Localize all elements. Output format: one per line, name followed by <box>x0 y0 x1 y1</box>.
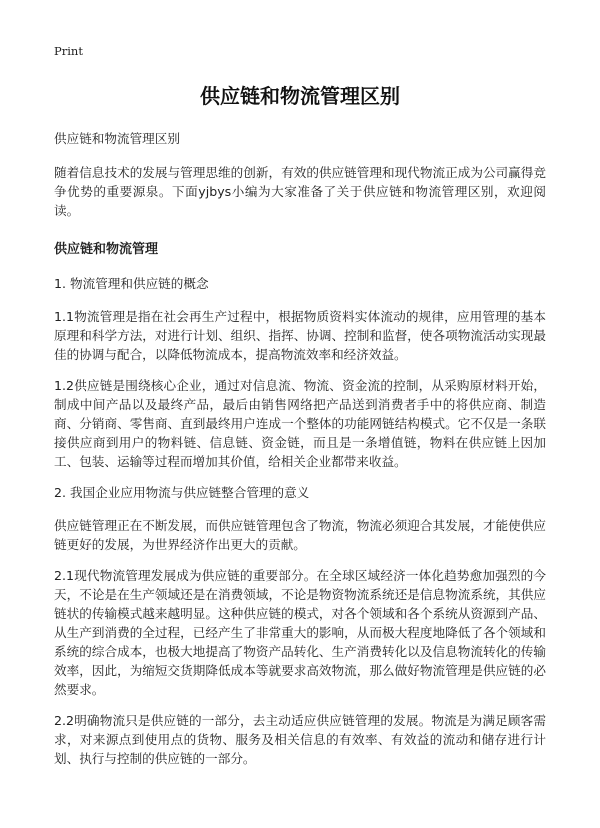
paragraph-1-2: 1.2供应链是围绕核心企业，通过对信息流、物流、资金流的控制，从采购原材料开始，制成中间产品以及最终产品，最后由销售网络把产品送到消费者手中的将供应商、制造商、分销商、零售商、直到最终用户连成一个整体的功能网链结构模式。它不仅是一条联接供应商到用户的物料链、信息链、资金链，而且是一条增值链，物料在供应链上因加工、包装、运输等过程而增加其价值，给相关企业都带来收益。 <box>54 378 546 469</box>
print-link[interactable]: Print <box>54 44 83 58</box>
paragraph-1-1: 1.1物流管理是指在社会再生产过程中，根据物质资料实体流动的规律，应用管理的基本原理和科学方法，对进行计划、组织、指挥、协调、控制和监督，使各项物流活动实现最佳的协调与配合，以降低物流成本，提高物流效率和经济效益。 <box>54 309 546 362</box>
intro-paragraph: 随着信息技术的发展与管理思维的创新，有效的供应链管理和现代物流正成为公司赢得竞争优势的重要源泉。下面yjbys小编为大家准备了关于供应链和物流管理区别，欢迎阅读。 <box>54 165 546 218</box>
section-2-intro: 供应链管理正在不断发展，而供应链管理包含了物流，物流必须迎合其发展，才能使供应链更好的发展，为世界经济作出更大的贡献。 <box>54 518 546 552</box>
section-heading: 供应链和物流管理 <box>54 242 159 257</box>
section-2-heading: 2. 我国企业应用物流与供应链整合管理的意义 <box>54 485 310 500</box>
page-title: 供应链和物流管理区别 <box>200 84 400 108</box>
section-1-heading: 1. 物流管理和供应链的概念 <box>54 276 209 291</box>
document-subtitle: 供应链和物流管理区别 <box>54 131 180 146</box>
paragraph-2-2: 2.2明确物流只是供应链的一部分，去主动适应供应链管理的发展。物流是为满足顾客需求，对来源点到使用点的货物、服务及相关信息的有效率、有效益的流动和储存进行计划、执行与控制的供应链的一部分。 <box>54 713 546 766</box>
paragraph-2-1: 2.1现代物流管理发展成为供应链的重要部分。在全球区域经济一体化趋势愈加强烈的今天，不论是在生产领域还是在消费领域，不论是物资物流系统还是信息物流系统，其供应链状的传输模式越来越明显。这种供应链的模式，对各个领域和各个系统从资源到产品、从生产到消费的全过程，已经产生了非常重大的影响，从而极大程度地降低了各个领域和系统的综合成本，也极大地提高了物资产品转化、生产消费转化以及信息物流转化的传输效率，因此，为缩短交货期降低成本等就要求高效物流，那么做好物流管理是供应链的必然要求。 <box>54 568 546 697</box>
